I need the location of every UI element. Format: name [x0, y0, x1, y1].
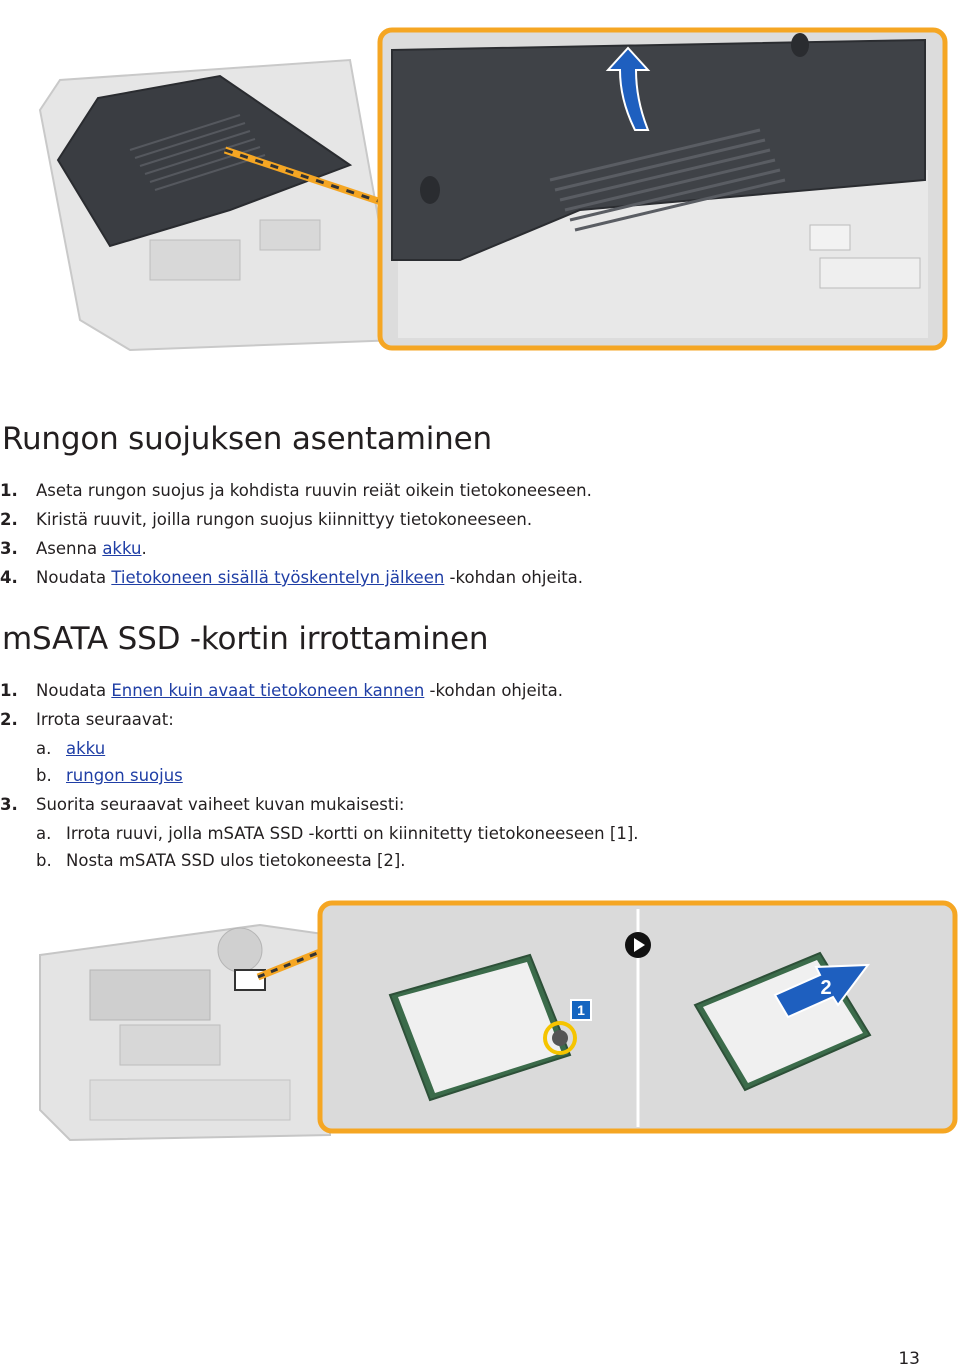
- remove-step-2: 2. Irrota seuraavat:: [0, 710, 174, 729]
- callout-1-badge: [571, 1000, 591, 1020]
- svg-text:2: 2: [820, 977, 832, 999]
- figure-msata-removal: [30, 895, 960, 1145]
- section-title-remove-msata: mSATA SSD -kortin irrottaminen: [2, 621, 489, 657]
- install-step-3: 3. Asenna akku.: [0, 539, 147, 558]
- link-battery-2[interactable]: akku: [66, 739, 106, 758]
- laptop-overview-left: [40, 60, 400, 350]
- svg-text:1: 1: [577, 1002, 585, 1018]
- remove-step-3a: a. Irrota ruuvi, jolla mSATA SSD -kortti on kiinnitetty tietokoneeseen [1].: [36, 824, 639, 843]
- remove-step-1: 1. Noudata Ennen kuin avaat tietokoneen kannen -kohdan ohjeita.: [0, 681, 564, 700]
- remove-step-3b: b. Nosta mSATA SSD ulos tietokoneesta [2].: [36, 851, 406, 870]
- link-battery[interactable]: akku: [102, 539, 142, 558]
- remove-step-3: 3. Suorita seuraavat vaiheet kuvan mukaisesti:: [0, 795, 405, 814]
- install-step-2: 2. Kiristä ruuvit, joilla rungon suojus kiinnittyy tietokoneeseen.: [0, 510, 533, 529]
- link-before-working-inside[interactable]: Ennen kuin avaat tietokoneen kannen: [111, 681, 425, 700]
- figure-base-cover: [20, 10, 960, 385]
- link-after-working-inside[interactable]: Tietokoneen sisällä työskentelyn jälkeen: [111, 568, 445, 587]
- link-base-cover[interactable]: rungon suojus: [66, 766, 183, 785]
- install-step-1: 1. Aseta rungon suojus ja kohdista ruuvin reiät oikein tietokoneeseen.: [0, 481, 592, 500]
- page-number: 13: [898, 1349, 920, 1369]
- section-title-install-base-cover: Rungon suojuksen asentaminen: [2, 421, 492, 457]
- install-step-4: 4. Noudata Tietokoneen sisällä työskentelyn jälkeen -kohdan ohjeita.: [0, 568, 584, 587]
- remove-step-2b: b. rungon suojus: [36, 766, 183, 785]
- remove-step-2a: a. akku: [36, 739, 106, 758]
- zoom-highlight-base-cover: [380, 30, 945, 348]
- zoom-highlight-msata: [320, 903, 955, 1131]
- laptop-interior-overview: [40, 925, 330, 1140]
